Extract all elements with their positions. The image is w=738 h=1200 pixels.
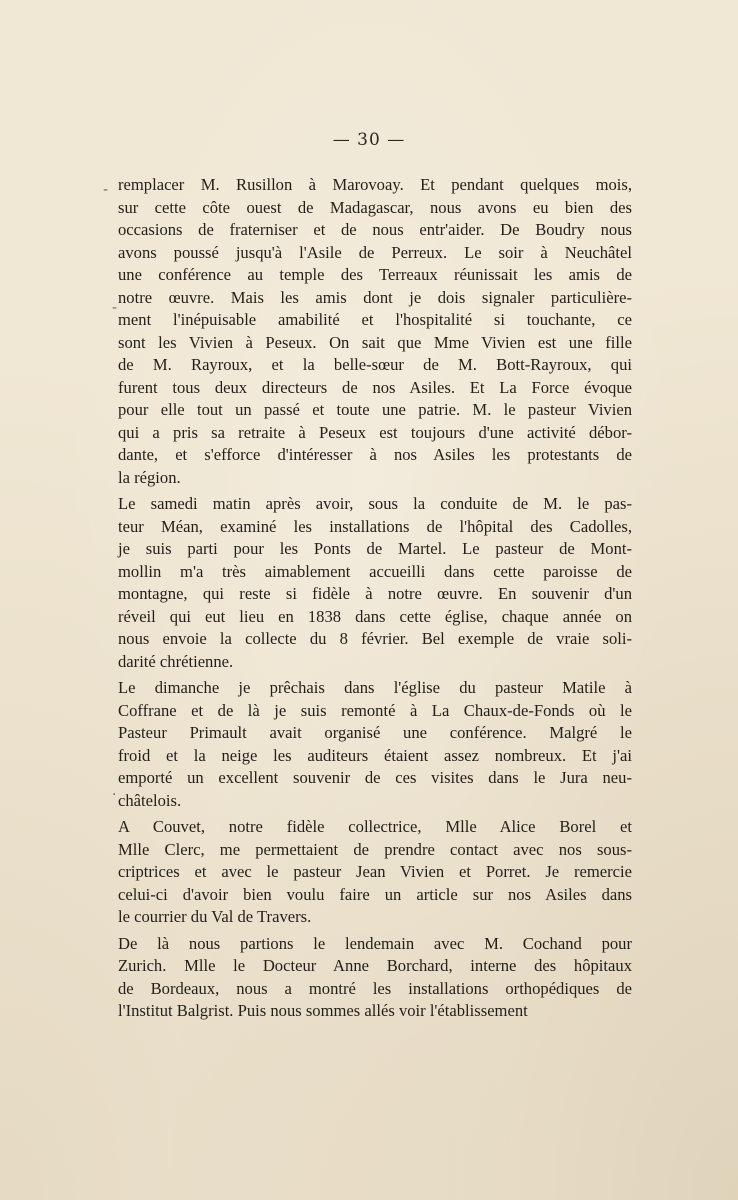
text-line: Coffrane et de là je suis remonté à La Chaux-de-Fonds où le [118,700,632,720]
text-line: occasions de fraterniser et de nous entr'aider. De Boudry nous [118,220,632,239]
text-line: sont les Vivien à Peseux. On sait que Mme Vivien est une fille [118,332,632,352]
page-number: — 30 — [332,130,406,150]
text-line: Zurich. Mlle le Docteur Anne Borchard, interne des hôpitaux [118,956,632,975]
margin-mark: - [103,182,109,198]
text-line: emporté un excellent souvenir de ces visites dans le Jura neu- [118,768,632,787]
text-line: celui-ci d'avoir bien voulu faire un article sur nos Asiles dans [118,884,632,904]
text-line: le courrier du Val de Travers. [118,907,312,926]
text-line: l'Institut Balgrist. Puis nous sommes allés voir l'établissement [118,1001,528,1020]
paragraph [118,174,632,489]
text-line: avons poussé jusqu'à l'Asile de Perreux. Le soir à Neuchâtel [118,242,632,262]
text-line: châtelois. [118,790,182,810]
text-line: De là nous partions le lendemain avec M. Cochand pour [118,933,632,953]
text-line: une conférence au temple des Terreaux réunissait les amis de [118,265,632,284]
text-line: pour elle tout un passé et toute une patrie. M. le pasteur Vivien [118,400,632,419]
margin-mark: - [112,300,118,316]
paragraph [118,493,632,673]
text-line: mollin m'a très aimablement accueilli dans cette paroisse de [118,561,632,581]
text-line: qui a pris sa retraite à Peseux est toujours d'une activité débor- [118,422,632,442]
text-line: de M. Rayroux, et la belle-sœur de M. Bott-Rayroux, qui [118,355,632,374]
text-line: de Bordeaux, nous a montré les installations orthopédiques de [118,978,632,998]
text-line: réveil qui eut lieu en 1838 dans cette église, chaque année on [118,606,632,626]
text-line: A Couvet, notre fidèle collectrice, Mlle Alice Borel et [118,817,632,836]
text-line: criptrices et avec le pasteur Jean Vivien et Porret. Je remercie [118,862,632,881]
text-line: furent tous deux directeurs de nos Asiles. Et La Force évoque [118,377,632,397]
text-line: sur cette côte ouest de Madagascar, nous avons eu bien des [118,197,632,217]
text-line: Le dimanche je prêchais dans l'église du pasteur Matile à [118,678,632,697]
text-line: montagne, qui reste si fidèle à notre œuvre. En souvenir d'un [118,584,632,603]
text-line: Pasteur Primault avait organisé une conférence. Malgré le [118,723,632,742]
paragraph [118,677,632,812]
text-line: dante, et s'efforce d'intéresser à nos Asiles les protestants de [118,445,632,464]
margin-mark: · [112,787,117,803]
text-line: teur Méan, examiné les installations de l'hôpital des Cadolles, [118,516,632,536]
text-line: la région. [118,467,181,487]
text-line: darité chrétienne. [118,651,234,671]
text-line: froid et la neige les auditeurs étaient assez nombreux. Et j'ai [118,745,632,765]
text-line: Mlle Clerc, me permettaient de prendre contact avec nos sous- [118,839,632,859]
paragraph [118,816,632,929]
body-text [118,174,632,1027]
text-line: remplacer M. Rusillon à Marovoay. Et pendant quelques mois, [118,175,632,194]
text-line: ment l'inépuisable amabilité et l'hospitalité si touchante, ce [118,310,632,329]
text-line: notre œuvre. Mais les amis dont je dois signaler particulière- [118,287,632,307]
text-line: Le samedi matin après avoir, sous la conduite de M. le pas- [118,494,632,513]
text-line: nous envoie la collecte du 8 février. Bel exemple de vraie soli- [118,629,632,648]
paragraph [118,933,632,1023]
text-line: je suis parti pour les Ponts de Martel. Le pasteur de Mont- [118,539,632,558]
